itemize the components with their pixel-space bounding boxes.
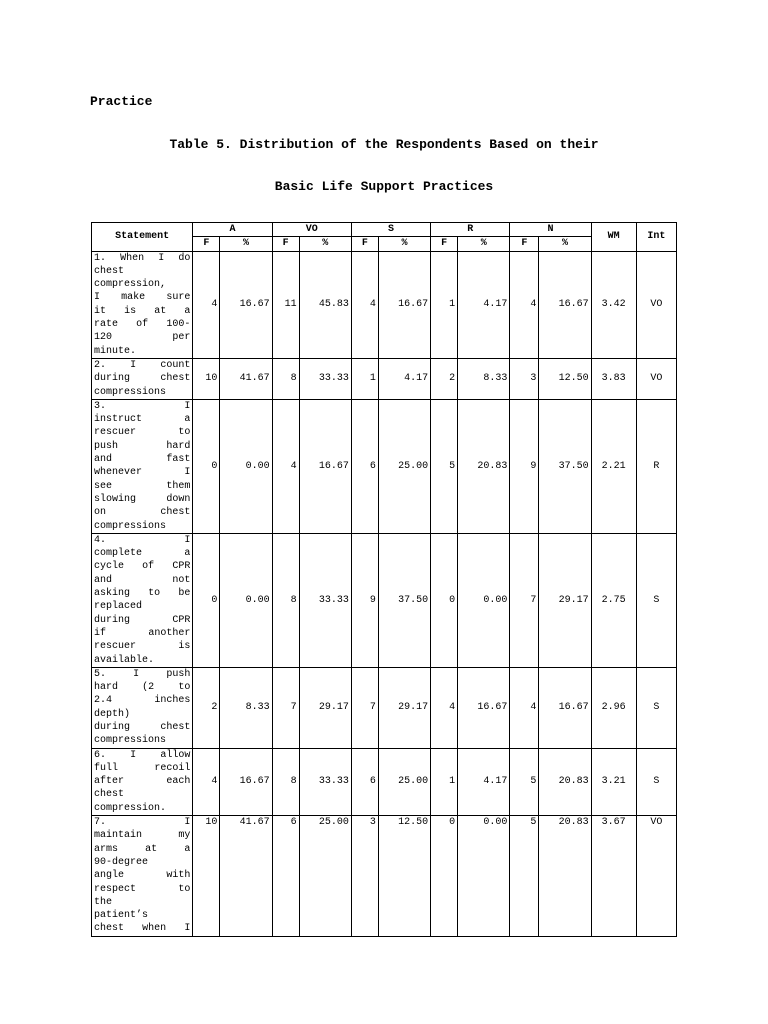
percent-cell: 20.83 <box>539 816 591 937</box>
statement-line: during CPR <box>94 614 191 626</box>
percent-cell: 16.67 <box>378 251 430 358</box>
header-group-a: A <box>193 223 272 237</box>
percent-cell: 0.00 <box>220 399 272 533</box>
percent-cell: 41.67 <box>220 358 272 399</box>
weighted-mean-cell: 2.75 <box>591 533 636 667</box>
practices-table <box>91 222 677 937</box>
percent-cell: 41.67 <box>220 816 272 937</box>
frequency-cell: 4 <box>431 667 458 748</box>
frequency-cell: 7 <box>272 667 299 748</box>
statement-line: during chest <box>94 373 191 385</box>
statement-line: 6. I allow <box>94 749 191 761</box>
weighted-mean-cell: 3.83 <box>591 358 636 399</box>
frequency-cell: 10 <box>193 816 220 937</box>
frequency-cell: 5 <box>510 748 539 815</box>
percent-cell: 4.17 <box>458 748 510 815</box>
percent-cell: 33.33 <box>299 533 351 667</box>
header-group-s: S <box>351 223 430 237</box>
frequency-cell: 4 <box>272 399 299 533</box>
header-group-n: N <box>510 223 591 237</box>
interpretation-cell: VO <box>636 251 676 358</box>
statement-line: chest <box>94 789 125 801</box>
statement-line: compressions <box>94 520 167 532</box>
statement-line: 7. I <box>94 817 191 829</box>
statement-line: complete a <box>94 548 191 560</box>
frequency-cell: 0 <box>431 533 458 667</box>
table-row <box>92 399 677 533</box>
table-title-line-2: Basic Life Support Practices <box>274 179 494 194</box>
frequency-cell: 10 <box>193 358 220 399</box>
header-row-groups <box>92 223 677 237</box>
statement-line: it is at a <box>94 305 191 317</box>
statement-line: replaced <box>94 601 143 613</box>
percent-cell: 8.33 <box>458 358 510 399</box>
statement-line: available. <box>94 654 155 666</box>
statement-line: 5. I push <box>94 668 191 680</box>
frequency-cell: 7 <box>351 667 378 748</box>
statement-cell <box>92 816 193 937</box>
statement-line: 120 per <box>94 332 191 344</box>
statement-line: and not <box>94 574 191 586</box>
frequency-cell: 2 <box>193 667 220 748</box>
percent-cell: 20.83 <box>458 399 510 533</box>
statement-line: 2.4 inches <box>94 695 191 707</box>
statement-line: hard (2 to <box>94 682 191 694</box>
weighted-mean-cell: 2.21 <box>591 399 636 533</box>
statement-line: depth) <box>94 708 131 720</box>
statement-line: slowing down <box>94 493 191 505</box>
percent-cell: 4.17 <box>378 358 430 399</box>
interpretation-cell: S <box>636 667 676 748</box>
percent-cell: 0.00 <box>220 533 272 667</box>
frequency-cell: 2 <box>431 358 458 399</box>
statement-line: compressions <box>94 735 167 747</box>
statement-line: and fast <box>94 454 191 466</box>
header-f: F <box>272 237 299 251</box>
percent-cell: 45.83 <box>299 251 351 358</box>
statement-line: arms at a <box>94 843 191 855</box>
interpretation-cell: VO <box>636 816 676 937</box>
statement-line: during chest <box>94 721 191 733</box>
interpretation-cell: S <box>636 748 676 815</box>
percent-cell: 16.67 <box>220 748 272 815</box>
percent-cell: 16.67 <box>220 251 272 358</box>
percent-cell: 0.00 <box>458 816 510 937</box>
table-row <box>92 358 677 399</box>
statement-line: 2. I count <box>94 359 191 371</box>
statement-line: on chest <box>94 507 191 519</box>
header-wm: WM <box>591 223 636 252</box>
frequency-cell: 4 <box>510 251 539 358</box>
statement-cell <box>92 533 193 667</box>
statement-cell <box>92 251 193 358</box>
header-statement: Statement <box>92 223 193 252</box>
statement-line: rescuer to <box>94 427 191 439</box>
statement-line: instruct a <box>94 414 191 426</box>
statement-line: 4. I <box>94 534 191 546</box>
statement-cell <box>92 667 193 748</box>
frequency-cell: 7 <box>510 533 539 667</box>
weighted-mean-cell: 3.21 <box>591 748 636 815</box>
frequency-cell: 9 <box>510 399 539 533</box>
header-f: F <box>351 237 378 251</box>
header-pct: % <box>539 237 591 251</box>
percent-cell: 0.00 <box>458 533 510 667</box>
percent-cell: 25.00 <box>378 748 430 815</box>
statement-line: 3. I <box>94 400 191 412</box>
frequency-cell: 4 <box>510 667 539 748</box>
frequency-cell: 4 <box>193 251 220 358</box>
frequency-cell: 0 <box>193 533 220 667</box>
statement-line: compression, <box>94 279 167 291</box>
statement-cell <box>92 748 193 815</box>
frequency-cell: 4 <box>193 748 220 815</box>
statement-line: whenever I <box>94 467 191 479</box>
statement-line: patient’s <box>94 910 149 922</box>
header-int: Int <box>636 223 676 252</box>
frequency-cell: 8 <box>272 748 299 815</box>
percent-cell: 25.00 <box>299 816 351 937</box>
table-row <box>92 667 677 748</box>
interpretation-cell: R <box>636 399 676 533</box>
statement-line: 90-degree <box>94 856 149 868</box>
percent-cell: 16.67 <box>458 667 510 748</box>
statement-line: I make sure <box>94 292 191 304</box>
statement-line: minute. <box>94 345 137 357</box>
table-title-line-1: Table 5. Distribution of the Respondents Based on their <box>169 137 599 152</box>
statement-line: chest when I <box>94 923 191 935</box>
statement-line: rate of 100- <box>94 319 191 331</box>
statement-line: angle with <box>94 870 191 882</box>
percent-cell: 8.33 <box>220 667 272 748</box>
percent-cell: 16.67 <box>539 667 591 748</box>
header-group-vo: VO <box>272 223 351 237</box>
frequency-cell: 0 <box>193 399 220 533</box>
statement-line: if another <box>94 627 191 639</box>
statement-line: cycle of CPR <box>94 561 191 573</box>
percent-cell: 16.67 <box>299 399 351 533</box>
frequency-cell: 3 <box>351 816 378 937</box>
percent-cell: 25.00 <box>378 399 430 533</box>
statement-line: maintain my <box>94 830 191 842</box>
weighted-mean-cell: 3.42 <box>591 251 636 358</box>
weighted-mean-cell: 3.67 <box>591 816 636 937</box>
percent-cell: 29.17 <box>378 667 430 748</box>
statement-line: chest <box>94 265 125 277</box>
percent-cell: 29.17 <box>539 533 591 667</box>
frequency-cell: 1 <box>431 251 458 358</box>
interpretation-cell: S <box>636 533 676 667</box>
statement-line: after each <box>94 776 191 788</box>
percent-cell: 20.83 <box>539 748 591 815</box>
frequency-cell: 6 <box>351 399 378 533</box>
weighted-mean-cell: 2.96 <box>591 667 636 748</box>
statement-line: compressions <box>94 386 167 398</box>
header-pct: % <box>458 237 510 251</box>
table-row <box>92 748 677 815</box>
percent-cell: 4.17 <box>458 251 510 358</box>
statement-line: rescuer is <box>94 641 191 653</box>
header-pct: % <box>220 237 272 251</box>
frequency-cell: 11 <box>272 251 299 358</box>
header-f: F <box>510 237 539 251</box>
table-row <box>92 816 677 937</box>
frequency-cell: 5 <box>431 399 458 533</box>
section-heading: Practice <box>90 94 153 109</box>
frequency-cell: 8 <box>272 358 299 399</box>
frequency-cell: 5 <box>510 816 539 937</box>
percent-cell: 16.67 <box>539 251 591 358</box>
frequency-cell: 6 <box>351 748 378 815</box>
statement-line: push hard <box>94 440 191 452</box>
frequency-cell: 0 <box>431 816 458 937</box>
statement-line: asking to be <box>94 588 191 600</box>
header-f: F <box>431 237 458 251</box>
header-pct: % <box>299 237 351 251</box>
frequency-cell: 3 <box>510 358 539 399</box>
percent-cell: 12.50 <box>378 816 430 937</box>
frequency-cell: 6 <box>272 816 299 937</box>
statement-line: see them <box>94 480 191 492</box>
header-pct: % <box>378 237 430 251</box>
percent-cell: 37.50 <box>539 399 591 533</box>
percent-cell: 29.17 <box>299 667 351 748</box>
table-body <box>92 251 677 936</box>
frequency-cell: 9 <box>351 533 378 667</box>
statement-line: 1. When I do <box>94 252 191 264</box>
statement-cell <box>92 399 193 533</box>
frequency-cell: 8 <box>272 533 299 667</box>
frequency-cell: 1 <box>351 358 378 399</box>
table-row <box>92 533 677 667</box>
percent-cell: 12.50 <box>539 358 591 399</box>
statement-line: compression. <box>94 802 167 814</box>
statement-line: full recoil <box>94 762 191 774</box>
interpretation-cell: VO <box>636 358 676 399</box>
frequency-cell: 1 <box>431 748 458 815</box>
statement-line: respect to <box>94 883 191 895</box>
header-f: F <box>193 237 220 251</box>
table-row <box>92 251 677 358</box>
percent-cell: 37.50 <box>378 533 430 667</box>
statement-line: the <box>94 896 113 908</box>
percent-cell: 33.33 <box>299 748 351 815</box>
statement-cell <box>92 358 193 399</box>
percent-cell: 33.33 <box>299 358 351 399</box>
header-group-r: R <box>431 223 510 237</box>
frequency-cell: 4 <box>351 251 378 358</box>
